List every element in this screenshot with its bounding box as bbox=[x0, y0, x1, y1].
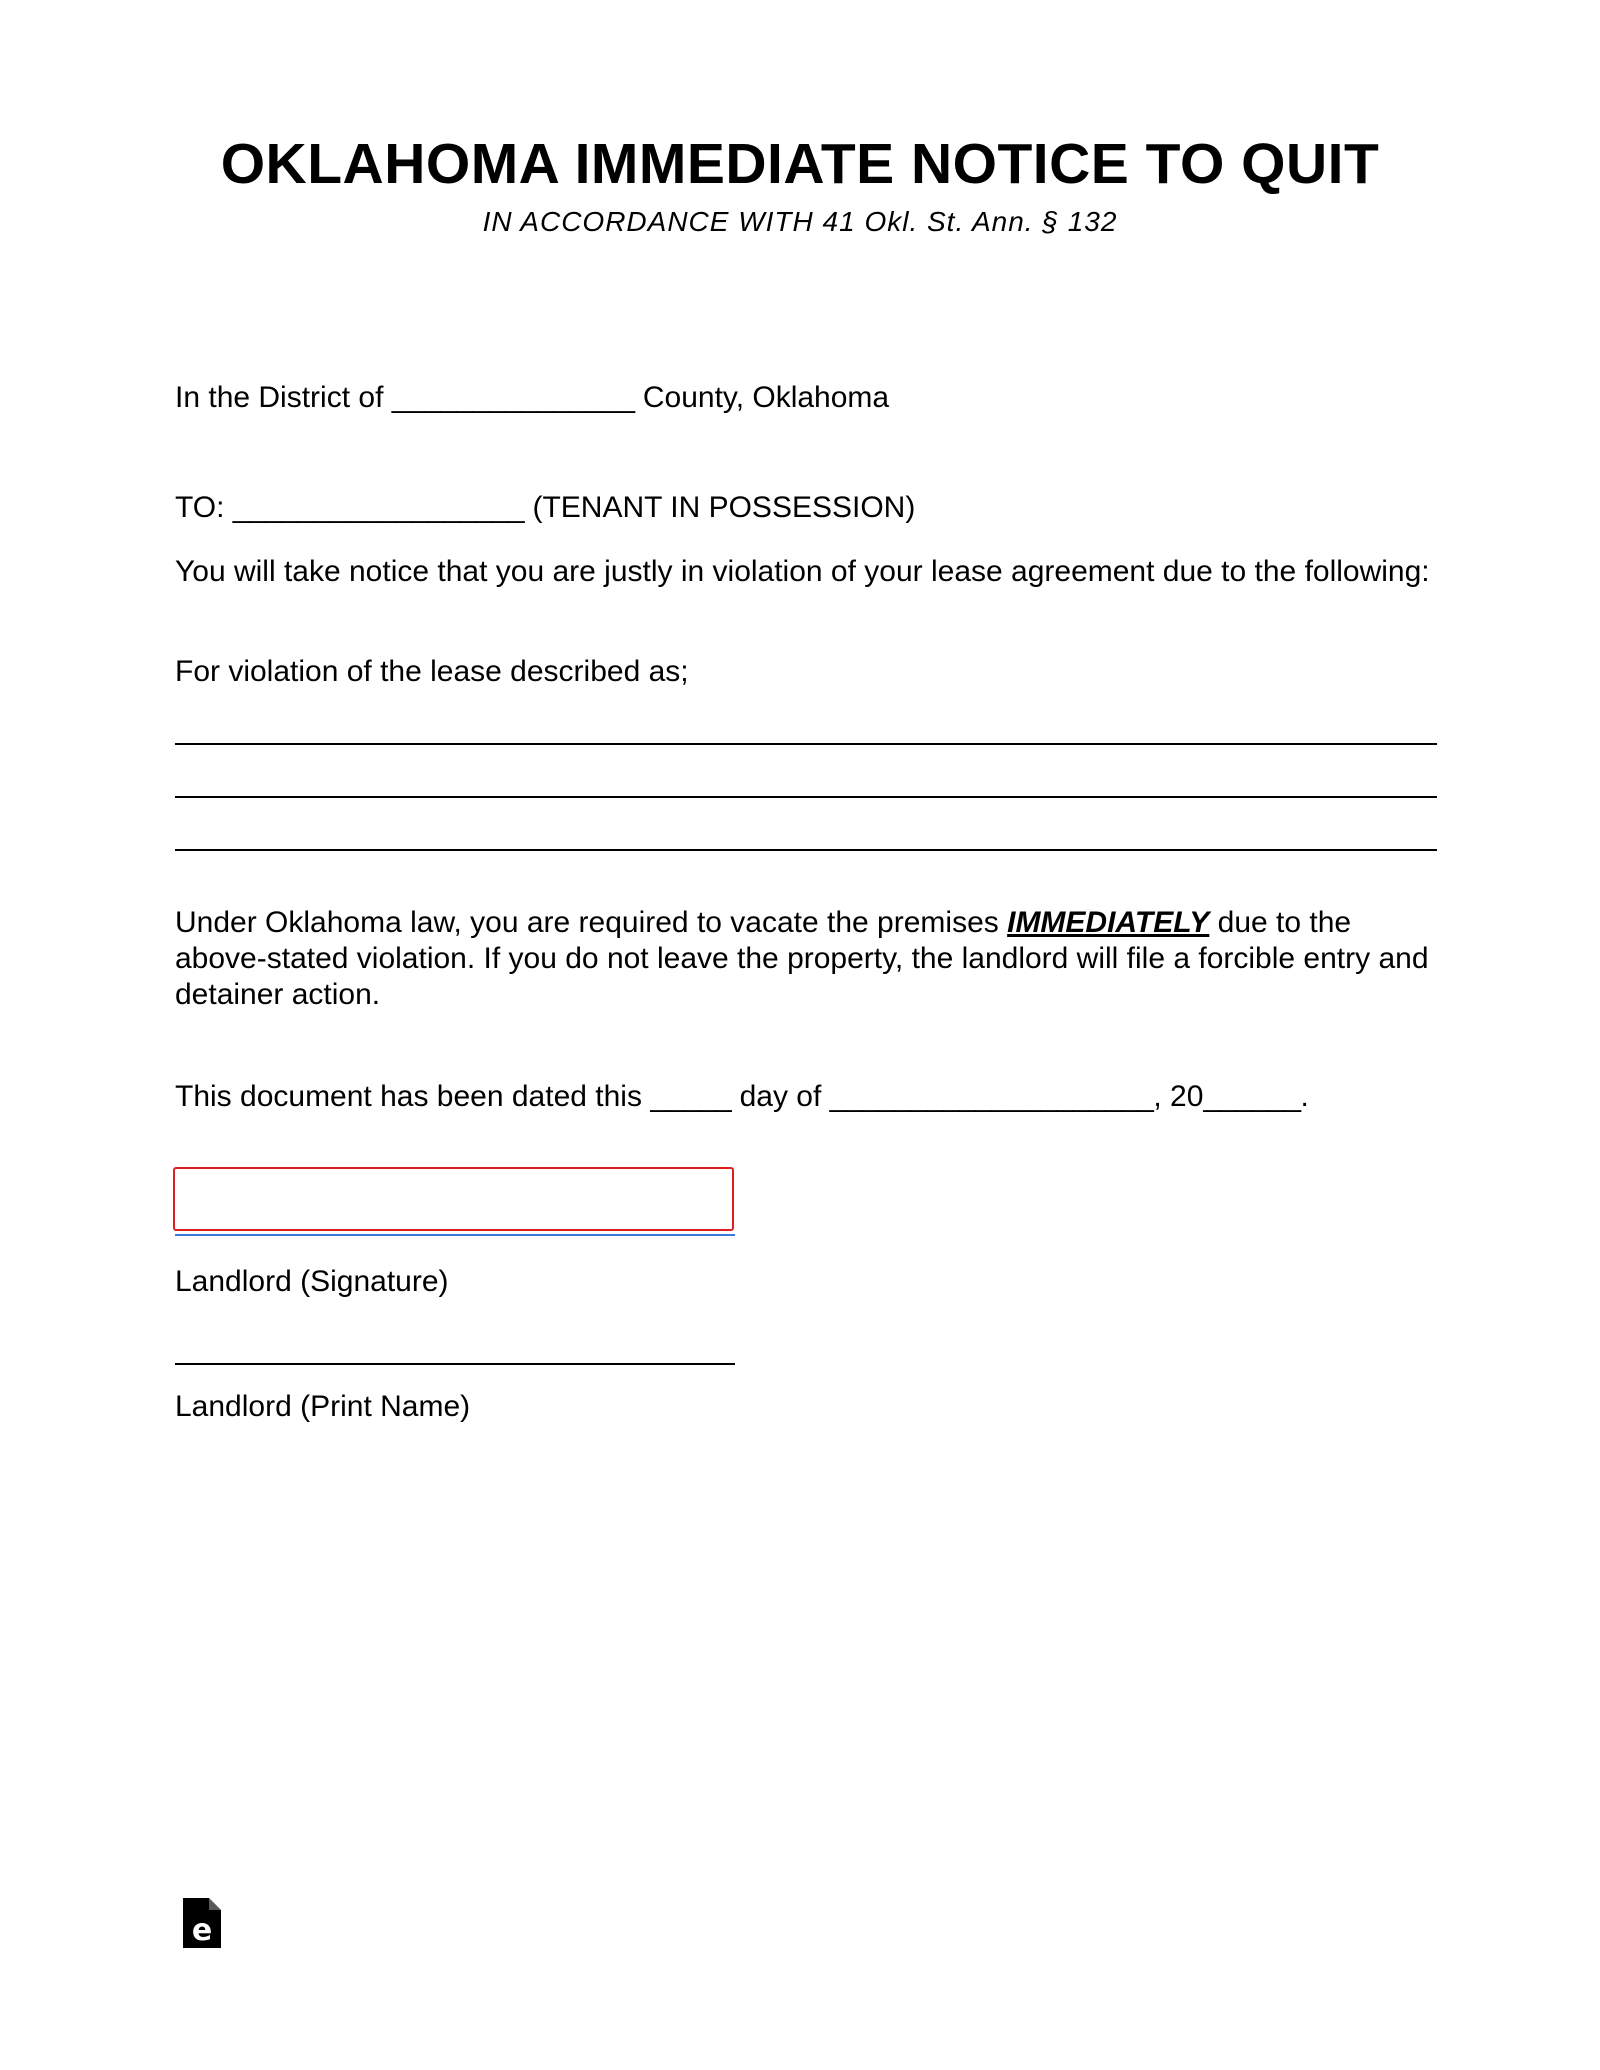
notice-paragraph: You will take notice that you are justly in violation of your lease agreement due to the following: bbox=[175, 555, 1430, 588]
vacate-text-before: Under Oklahoma law, you are required to vacate the premises bbox=[175, 906, 999, 939]
violation-line-1[interactable] bbox=[175, 743, 1437, 745]
vacate-text-after: due to the above-stated violation. If you do not leave the property, the landlord will file a forcible entry and detainer action. bbox=[175, 906, 1429, 1011]
month-blank[interactable]: ____________________ bbox=[829, 1080, 1154, 1113]
district-prefix: In the District of bbox=[175, 381, 384, 414]
eforms-logo-icon bbox=[183, 1898, 221, 1948]
violation-line-2[interactable] bbox=[175, 796, 1437, 798]
signature-line bbox=[175, 1234, 735, 1236]
print-name-line[interactable] bbox=[175, 1363, 735, 1365]
svg-text:e: e bbox=[191, 1913, 213, 1948]
dated-line bbox=[175, 1079, 1309, 1115]
signature-field-highlight[interactable] bbox=[173, 1167, 734, 1231]
district-suffix: County, Oklahoma bbox=[642, 381, 890, 414]
signature-label: Landlord (Signature) bbox=[175, 1265, 449, 1298]
dated-end: . bbox=[1300, 1080, 1309, 1113]
dated-middle: day of bbox=[739, 1080, 822, 1113]
district-line bbox=[175, 380, 889, 416]
tenant-name-blank[interactable]: __________________ bbox=[232, 491, 525, 524]
year-prefix: , 20 bbox=[1153, 1080, 1204, 1113]
document-subtitle: IN ACCORDANCE WITH 41 Okl. St. Ann. § 132 bbox=[482, 206, 1118, 237]
to-prefix: TO: bbox=[175, 491, 225, 524]
violation-line-3[interactable] bbox=[175, 849, 1437, 851]
print-name-label: Landlord (Print Name) bbox=[175, 1390, 471, 1423]
district-county-blank[interactable]: _______________ bbox=[391, 381, 635, 414]
day-blank[interactable]: _____ bbox=[650, 1080, 732, 1113]
dated-prefix: This document has been dated this bbox=[175, 1080, 642, 1113]
year-blank[interactable]: ______ bbox=[1203, 1080, 1301, 1113]
to-suffix: (TENANT IN POSSESSION) bbox=[532, 491, 916, 524]
violation-label: For violation of the lease described as; bbox=[175, 655, 689, 688]
vacate-paragraph bbox=[175, 905, 1445, 1013]
document-title: OKLAHOMA IMMEDIATE NOTICE TO QUIT bbox=[220, 132, 1380, 196]
immediately-emphasis: IMMEDIATELY bbox=[1007, 906, 1210, 939]
tenant-line bbox=[175, 490, 915, 526]
